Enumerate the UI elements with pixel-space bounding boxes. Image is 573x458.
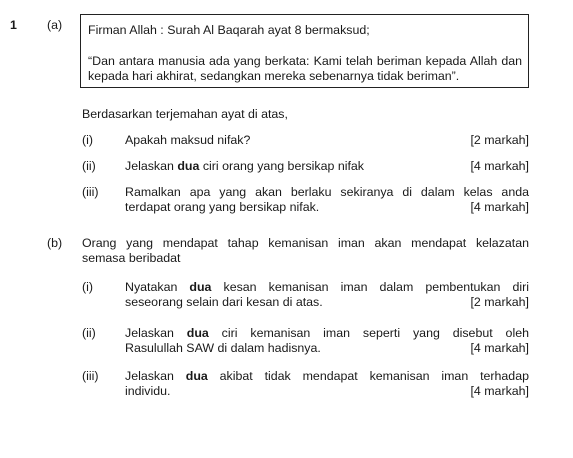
part-a-ii-bold: dua bbox=[177, 159, 200, 173]
part-a-iii-label: (iii) bbox=[82, 185, 99, 199]
part-a-ii-text bbox=[125, 159, 364, 174]
part-b-ii-bold: dua bbox=[186, 326, 209, 340]
part-b-ii-text-start: Jelaskan bbox=[125, 326, 187, 340]
part-b-label: (b) bbox=[47, 236, 63, 250]
part-a-i-marks: [2 markah] bbox=[470, 133, 529, 147]
part-a-stem: Berdasarkan terjemahan ayat di atas, bbox=[82, 107, 288, 121]
part-b-ii-text-end: ciri kemanisan iman seperti yang disebut oleh bbox=[208, 326, 529, 340]
part-b-i-text-end: kesan kemanisan iman dalam pembentukan diri bbox=[211, 280, 529, 294]
part-b-iii-bold: dua bbox=[185, 369, 208, 383]
part-b-iii-text-end: akibat tidak mendapat kemanisan iman terhadap bbox=[207, 369, 529, 383]
part-b-i-bold: dua bbox=[189, 280, 212, 294]
part-a-iii-line1: Ramalkan apa yang akan berlaku sekiranya di dalam kelas anda bbox=[125, 185, 529, 199]
part-b-i-marks: [2 markah] bbox=[470, 295, 529, 309]
quotation-intro: Firman Allah : Surah Al Baqarah ayat 8 bermaksud; bbox=[88, 23, 370, 37]
part-b-iii-line2: individu. bbox=[125, 384, 171, 398]
part-b-i-line2: seseorang selain dari kesan di atas. bbox=[125, 295, 323, 309]
quotation-box bbox=[80, 14, 529, 88]
part-a-iii-line2: terdapat orang yang bersikap nifak. bbox=[125, 200, 320, 214]
part-a-i-text: Apakah maksud nifak? bbox=[125, 133, 251, 147]
part-a-iii-marks: [4 markah] bbox=[470, 200, 529, 214]
part-a-ii-marks: [4 markah] bbox=[470, 159, 529, 173]
part-b-i-text-start: Nyatakan bbox=[125, 280, 190, 294]
part-b-ii-marks: [4 markah] bbox=[470, 341, 529, 355]
part-b-i-line1 bbox=[125, 280, 529, 295]
part-a-ii-label: (ii) bbox=[82, 159, 96, 173]
quotation-text: “Dan antara manusia ada yang berkata: Kami telah beriman kepada Allah dan kepada hari akhirat, sedangkan mereka sebenarnya tidak beriman”. bbox=[88, 54, 522, 83]
part-b-ii-label: (ii) bbox=[82, 326, 96, 340]
part-b-stem-line1: Orang yang mendapat tahap kemanisan iman akan mendapat kelazatan bbox=[82, 236, 529, 250]
part-b-iii-line1 bbox=[125, 369, 529, 384]
part-b-stem-line2: semasa beribadat bbox=[82, 251, 181, 265]
part-b-iii-marks: [4 markah] bbox=[470, 384, 529, 398]
part-a-ii-text-start: Jelaskan bbox=[125, 159, 178, 173]
part-a-label: (a) bbox=[47, 18, 63, 32]
part-b-i-label: (i) bbox=[82, 280, 94, 294]
part-b-ii-line2: Rasulullah SAW di dalam hadisnya. bbox=[125, 341, 321, 355]
question-number: 1 bbox=[10, 18, 17, 32]
part-b-ii-line1 bbox=[125, 326, 529, 341]
part-b-iii-label: (iii) bbox=[82, 369, 99, 383]
part-b-iii-text-start: Jelaskan bbox=[125, 369, 186, 383]
part-a-ii-text-end: ciri orang yang bersikap nifak bbox=[199, 159, 364, 173]
part-a-i-label: (i) bbox=[82, 133, 94, 147]
